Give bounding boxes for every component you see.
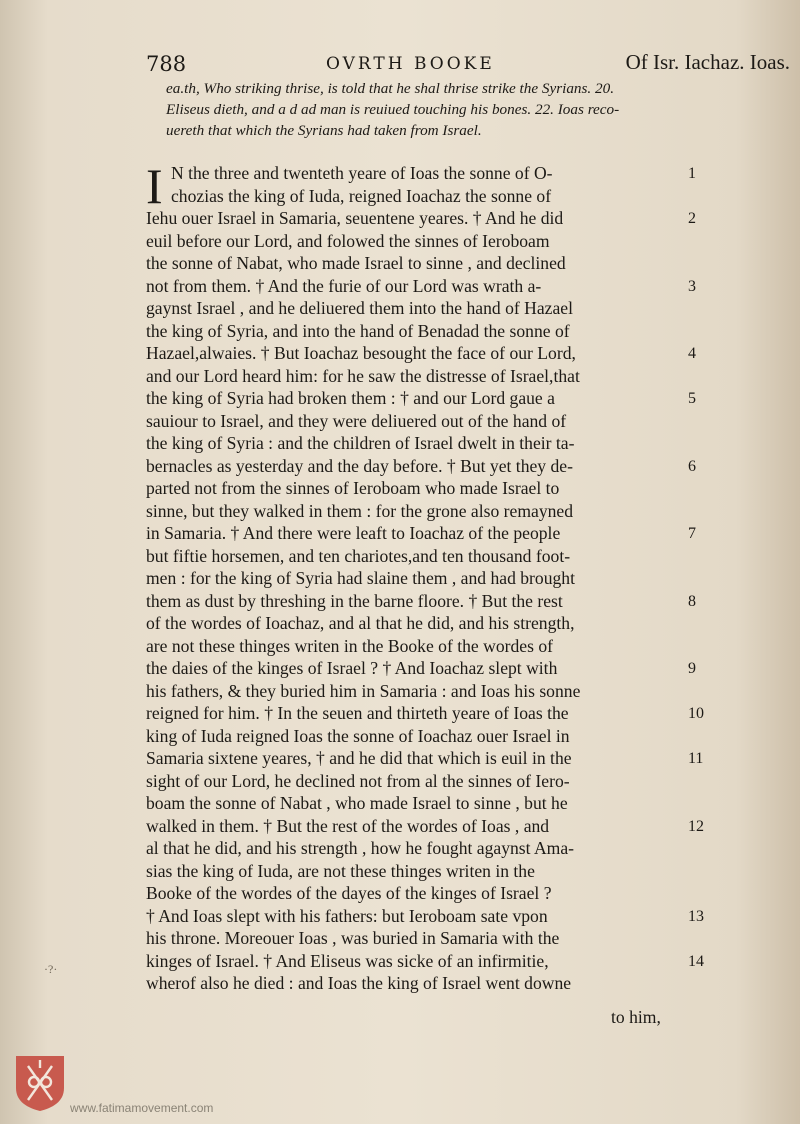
text-line: Iehu ouer Israel in Samaria, seuentene yeares. † And he did xyxy=(146,208,564,228)
footer-url[interactable]: www.fatimamovement.com xyxy=(70,1101,214,1115)
running-title: OVRTH BOOKE xyxy=(326,54,495,74)
text-line: his throne. Moreouer Ioas , was buried in Samaria with the xyxy=(146,928,560,948)
text-line: sias the king of Iuda, are not these thinges writen in the xyxy=(146,860,535,881)
text-line: walked in them. † But the rest of the wordes of Ioas , and xyxy=(146,815,550,836)
text-line: the king of Syria : and the children of Israel dwelt in their ta- xyxy=(146,433,575,453)
text-line: euil before our Lord, and folowed the sinnes of Ieroboam xyxy=(146,230,550,251)
text-line: bernacles as yesterday and the day before. † But yet they de- xyxy=(146,455,573,476)
text-line: Samaria sixtene yeares, † and he did that which is euil in the xyxy=(146,748,572,768)
verse-number: 13 xyxy=(688,907,704,925)
text-line: sight of our Lord, he declined not from al the sinnes of Iero- xyxy=(146,770,570,791)
verse-number: 2 xyxy=(688,210,696,227)
verse-number: 5 xyxy=(688,390,696,407)
text-line: of the wordes of Ioachaz, and al that he did, and his strength, xyxy=(146,613,575,633)
summary-line: ea.th, Who striking thrise, is told that he shal thrise strike the Syrians. 20. xyxy=(166,80,615,97)
text-line: the king of Syria, and into the hand of Benadad the sonne of xyxy=(146,320,570,341)
summary-line: Eliseus dieth, and a d ad man is reuiued touching his bones. 22. Ioas reco- xyxy=(166,101,620,118)
text-line: king of Iuda reigned Ioas the sonne of Ioachaz ouer Israel in xyxy=(146,725,570,746)
verse-number: 9 xyxy=(688,660,696,677)
text-line: wherof also he died : and Ioas the king of Israel went downe xyxy=(146,973,572,993)
verse-number: 1 xyxy=(688,165,696,182)
verse-number: 14 xyxy=(688,952,704,970)
text-line: † And Ioas slept with his fathers: but Ieroboam sate vpon xyxy=(146,905,548,926)
shield-logo-icon xyxy=(14,1054,66,1112)
verse-number: 11 xyxy=(688,750,704,767)
verse-number: 10 xyxy=(688,705,704,722)
text-line: Booke of the wordes of the dayes of the kinges of Israel ? xyxy=(146,883,552,903)
summary-line: uereth that which the Syrians had taken from Israel. xyxy=(166,122,482,139)
text-line: sauiour to Israel, and they were deliuered out of the hand of xyxy=(146,410,567,431)
verse-number: 8 xyxy=(688,592,696,610)
chapter-summary xyxy=(166,78,726,141)
text-line: boam the sonne of Nabat , who made Israel to sinne , but he xyxy=(146,793,568,813)
verse-number: 12 xyxy=(688,817,704,835)
text-line: chozias the king of Iuda, reigned Ioachaz the sonne of xyxy=(171,185,552,206)
page-number: 788 xyxy=(146,52,187,76)
body-lines xyxy=(146,158,686,995)
text-line: in Samaria. † And there were leaft to Ioachaz of the people xyxy=(146,523,561,543)
catchword: to him, xyxy=(611,1007,661,1027)
verse-number: 6 xyxy=(688,457,696,475)
text-line: not from them. † And the furie of our Lord was wrath a- xyxy=(146,275,542,296)
text-line: men : for the king of Syria had slaine them , and had brought xyxy=(146,568,575,588)
text-line: reigned for him. † In the seuen and thirteth yeare of Ioas the xyxy=(146,703,569,723)
running-title-right: Of Isr. Iachaz. Ioas. xyxy=(625,50,790,74)
page-header xyxy=(146,48,796,78)
drop-cap: I xyxy=(146,158,163,214)
text-line: kinges of Israel. † And Eliseus was sicke of an infirmitie, xyxy=(146,950,549,971)
text-line: N the three and twenteth yeare of Ioas the sonne of O- xyxy=(171,163,553,183)
text-line: the daies of the kinges of Israel ? † And Ioachaz slept with xyxy=(146,658,558,678)
text-line: Hazael,alwaies. † But Ioachaz besought the face of our Lord, xyxy=(146,343,576,363)
text-line: are not these thinges writen in the Booke of the wordes of xyxy=(146,635,553,656)
text-line: them as dust by threshing in the barne floore. † But the rest xyxy=(146,590,563,611)
text-line: his fathers, & they buried him in Samaria : and Ioas his sonne xyxy=(146,680,581,701)
body-text xyxy=(146,158,686,995)
text-line: the king of Syria had broken them : † and our Lord gaue a xyxy=(146,388,555,408)
text-line: and our Lord heard him: for he saw the distresse of Israel,that xyxy=(146,365,580,386)
text-line: sinne, but they walked in them : for the grone also remayned xyxy=(146,500,574,521)
verse-number: 4 xyxy=(688,345,696,362)
margin-note: ·?· xyxy=(44,962,58,976)
verse-number: 7 xyxy=(688,525,696,542)
text-line: but fiftie horsemen, and ten chariotes,and ten thousand foot- xyxy=(146,545,571,566)
text-line: parted not from the sinnes of Ieroboam who made Israel to xyxy=(146,478,560,498)
text-line: gaynst Israel , and he deliuered them into the hand of Hazael xyxy=(146,298,573,318)
text-line: al that he did, and his strength , how he fought agaynst Ama- xyxy=(146,838,575,858)
verse-number: 3 xyxy=(688,277,696,295)
text-line: the sonne of Nabat, who made Israel to sinne , and declined xyxy=(146,253,566,273)
